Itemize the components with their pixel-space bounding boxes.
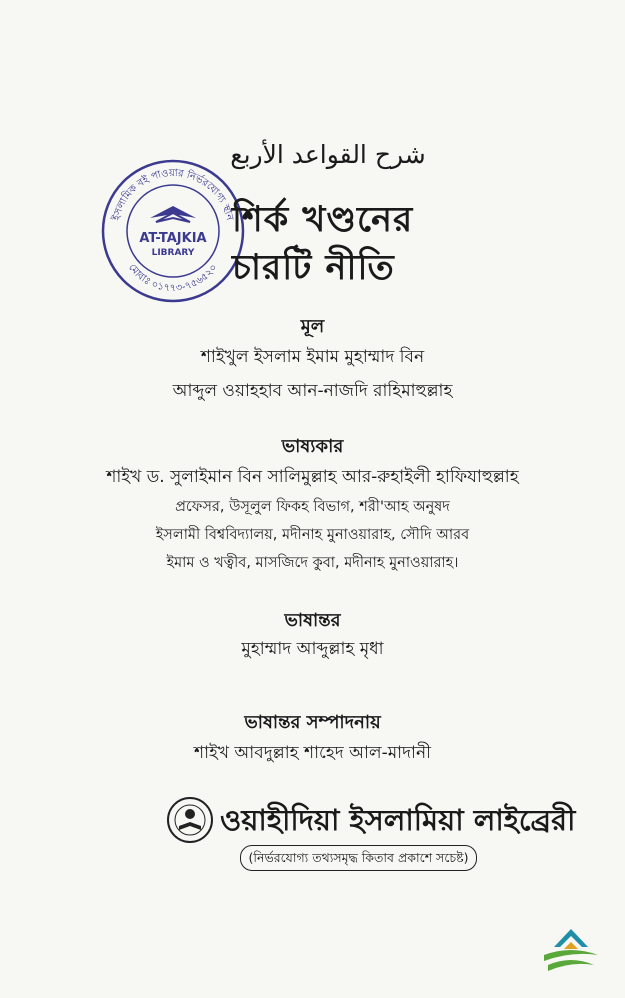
editor-heading: ভাষান্তর সম্পাদনায়	[244, 712, 381, 733]
original-heading: মূল	[300, 316, 325, 337]
library-stamp	[98, 156, 248, 306]
original-author-line2: আব্দুল ওয়াহহাব আন-নাজদি রাহিমাহুল্লাহ	[172, 381, 453, 401]
commentator-title-line3: ইমাম ও খত্বীব, মাসজিদে কুবা, মদীনাহ মুনাওয়ারাহ।	[166, 555, 459, 571]
translator-heading: ভাষান্তর	[284, 610, 341, 631]
original-author-line1: শাইখুল ইসলাম ইমাম মুহাম্মাদ বিন	[200, 347, 425, 367]
publisher-name: ওয়াহীদিয়া ইসলামিয়া লাইব্রেরী	[220, 803, 576, 837]
stamp-logo-line2: LIBRARY	[151, 248, 195, 258]
commentator-title-line1: প্রফেসর, উসূলুল ফিকহ বিভাগ, শরী'আহ অনুষদ	[175, 499, 450, 515]
book-title-line1: শির্ক খণ্ডনের	[232, 200, 414, 240]
translator-name: মুহাম্মাদ আব্দুল্লাহ মৃধা	[241, 639, 384, 659]
commentator-heading: ভাষ্যকার	[281, 436, 344, 457]
editor-name: শাইখ আবদুল্লাহ শাহেদ আল-মাদানী	[194, 743, 431, 763]
stamp-logo-line1: AT-TAJKIA	[139, 231, 207, 246]
stamp-phone: মোবাঃ ০১৭৭৩-৭৫৬৫২০	[126, 262, 220, 295]
stamp-top-text: ইসলামিক বই পাওয়ার নির্ভরযোগ্য স্থান	[111, 168, 235, 222]
commentator-name: শাইখ ড. সুলাইমান বিন সালিমুল্লাহ আর-রুহাইলী হাফিযাহুল্লাহ	[106, 467, 519, 487]
arabic-title: شرح القواعد الأربع	[230, 140, 426, 169]
commentator-title-line2: ইসলামী বিশ্ববিদ্যালয়, মদীনাহ মুনাওয়ারাহ, সৌদি আরব	[155, 527, 470, 543]
publisher-tagline: (নির্ভরযোগ্য তথ্যসমৃদ্ধ কিতাব প্রকাশে সচেষ্ট)	[240, 845, 477, 871]
corner-brand-icon	[540, 925, 602, 975]
book-title-line2: চারটি নীতি	[232, 248, 395, 288]
book-logo-icon	[150, 206, 196, 222]
publisher-logo-icon	[165, 796, 215, 844]
